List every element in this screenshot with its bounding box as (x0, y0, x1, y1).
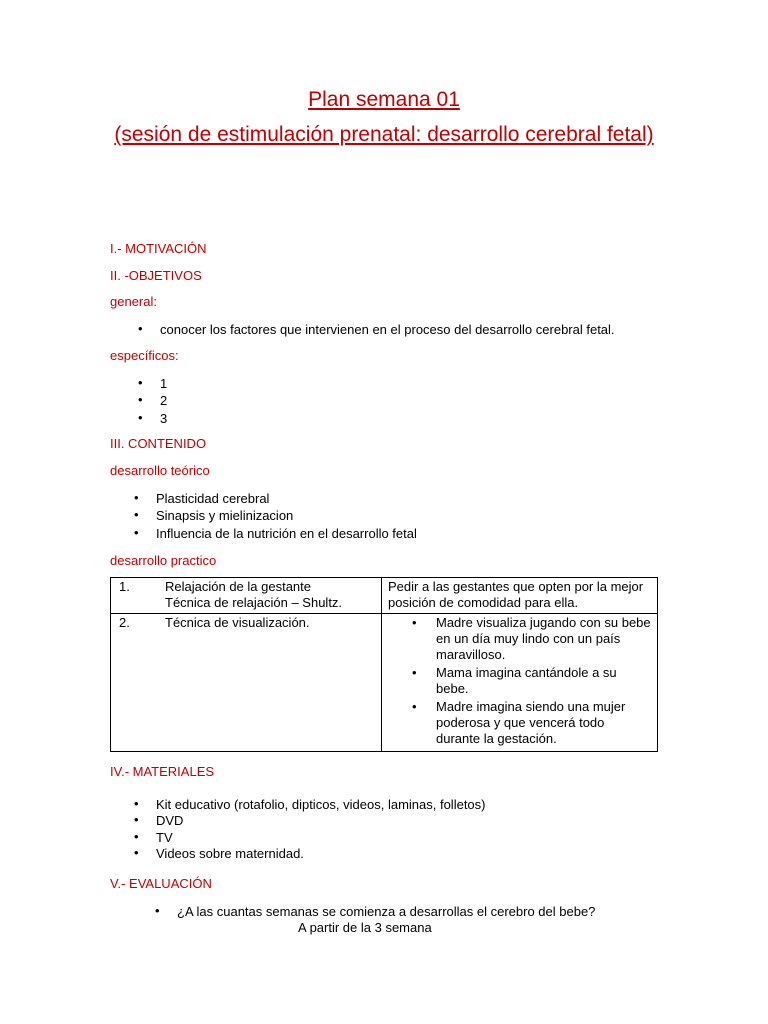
list-item-visualization: • Madre visualiza jugando con su bebe en un día muy lindo con un país maravilloso. (388, 615, 651, 663)
bullet-icon (138, 392, 143, 407)
heading-contenido: III. CONTENIDO (110, 436, 207, 451)
activity-name: Relajación de la gestante (165, 579, 311, 594)
table-cell-description: Pedir a las gestantes que opten por la mejor posición de comodidad para ella. (382, 578, 658, 614)
list-item-material: TV (156, 830, 173, 845)
table-cell-activity (111, 614, 382, 752)
bullet-icon (134, 490, 139, 505)
bullet-icon (134, 796, 139, 811)
table-cell-activity (111, 578, 382, 614)
list-item-especifico: 2 (160, 393, 168, 408)
heading-objetivos: II. -OBJETIVOS (110, 268, 202, 283)
table-cell-description (382, 614, 658, 752)
list-item-material: Kit educativo (rotafolio, dipticos, videos, laminas, folletos) (156, 797, 486, 812)
bullet-icon (138, 410, 143, 425)
heading-materiales: IV.- MATERIALES (110, 764, 215, 779)
label-desarrollo-practico: desarrollo practico (110, 553, 217, 568)
heading-evaluacion: V.- EVALUACIÓN (110, 876, 212, 891)
bullet-icon (134, 525, 139, 540)
label-especificos: específicos: (110, 348, 179, 363)
list-item-especifico: 1 (160, 376, 168, 391)
list-item-teorico: Plasticidad cerebral (156, 491, 270, 506)
page-title-line-1: Plan semana 01 (308, 88, 460, 111)
bullet-icon (155, 903, 160, 918)
bullet-icon (138, 321, 143, 336)
table-row (111, 578, 658, 614)
bullet-icon (134, 507, 139, 522)
list-item-teorico: Influencia de la nutrición en el desarrollo fetal (156, 526, 417, 541)
heading-motivacion: I.- MOTIVACIÓN (110, 241, 207, 256)
label-desarrollo-teorico: desarrollo teórico (110, 463, 210, 478)
evaluation-answer: A partir de la 3 semana (298, 920, 432, 935)
bullet-icon (134, 812, 139, 827)
bullet-icon (138, 375, 143, 390)
evaluation-question: ¿A las cuantas semanas se comienza a desarrollas el cerebro del bebe? (177, 904, 596, 919)
row-number: 1. (119, 579, 130, 594)
list-item-visualization: • Madre imagina siendo una mujer poderosa y que vencerá todo durante la gestación. (388, 699, 651, 747)
list-item-especifico: 3 (160, 411, 168, 426)
list-item-teorico: Sinapsis y mielinizacion (156, 508, 294, 523)
bullet-icon (134, 829, 139, 844)
list-item-material: DVD (156, 813, 184, 828)
list-item-general: conocer los factores que intervienen en el proceso del desarrollo cerebral fetal. (160, 322, 615, 337)
page-title-line-2: (sesión de estimulación prenatal: desarrollo cerebral fetal) (114, 123, 654, 146)
bullet-icon (134, 845, 139, 860)
activity-technique: Técnica de relajación – Shultz. (165, 595, 343, 610)
activities-table (110, 577, 658, 752)
list-item-material: Videos sobre maternidad. (156, 846, 304, 861)
list-item-visualization: • Mama imagina cantándole a su bebe. (388, 665, 651, 697)
table-row (111, 614, 658, 752)
label-general: general: (110, 294, 157, 309)
row-number: 2. (119, 615, 130, 630)
activity-name: Técnica de visualización. (165, 615, 310, 630)
